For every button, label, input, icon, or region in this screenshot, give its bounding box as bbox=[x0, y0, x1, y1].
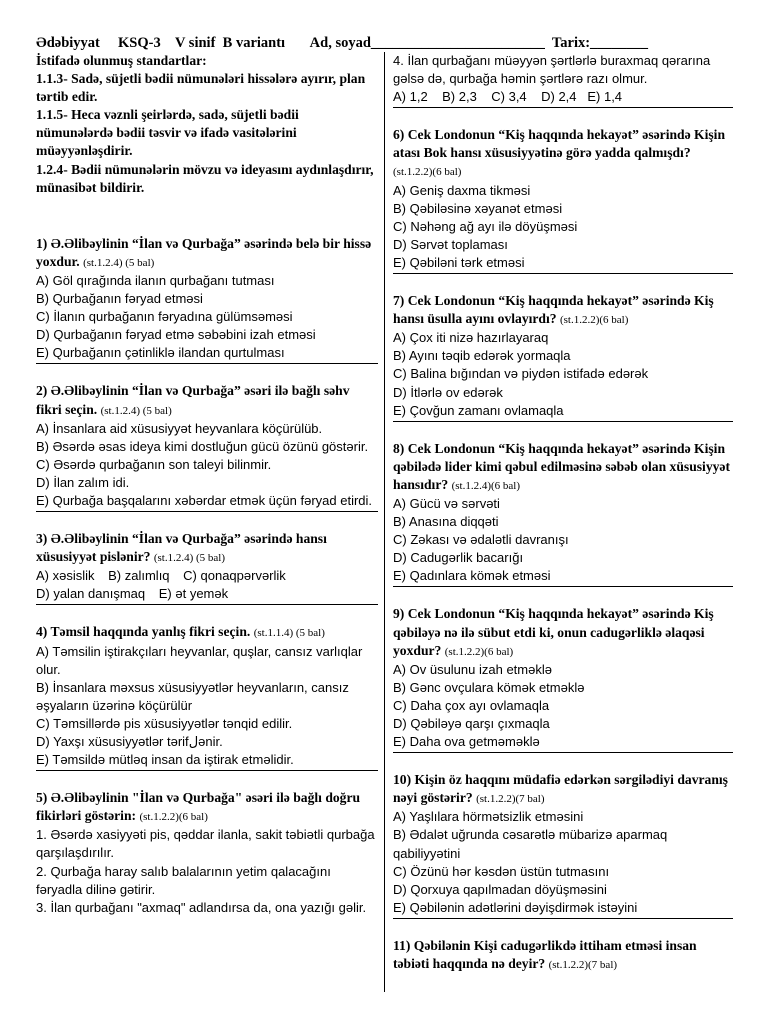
option-c[interactable]: C) qonaqpərvərlik bbox=[183, 568, 286, 584]
option-a[interactable]: A) Çox iti nizə hazırlayaraq bbox=[393, 330, 549, 346]
option-b[interactable]: B) İnsanlara məxsus xüsusiyyətlər heyvanların, cansız əşyaların üzərinə köçürülür bbox=[36, 679, 349, 713]
option-b[interactable]: B) zalımlıq bbox=[108, 568, 170, 584]
standard-item: 1.1.3- Sadə, süjetli bədii nümunələri hissələrə ayırır, plan tərtib edir. bbox=[36, 71, 366, 105]
question-meta: (st.1.2.4) (5 bal) bbox=[153, 552, 226, 565]
option-b[interactable]: B) Əsərdə əsas ideya kimi dostluğun gücü özünü göstərir. bbox=[36, 438, 369, 454]
option-a[interactable]: A) Ov üsulunu izah etməklə bbox=[393, 661, 552, 677]
question-text: 1) Ə.Əlibəylinin “İlan və Qurbağa” əsərində belə bir hissə yoxdur. bbox=[36, 235, 372, 269]
question-meta: (st.1.2.4) (5 bal) bbox=[83, 256, 155, 269]
option-c[interactable]: C) Təmsillərdə pis xüsusiyyətlər tənqid edilir. bbox=[36, 715, 293, 731]
answer-options[interactable]: A) 1,2 B) 2,3 C) 3,4 D) 2,4 E) 1,4 bbox=[393, 89, 623, 105]
question-meta: (st.1.2.2)(6 bal) bbox=[139, 811, 208, 824]
spacer bbox=[36, 512, 378, 530]
option-c[interactable]: C) Zəkası və ədalətli davranışı bbox=[393, 532, 569, 548]
spacer bbox=[393, 274, 733, 292]
question-meta: (st.1.2.2)(7 bal) bbox=[548, 959, 618, 972]
option-e[interactable]: E) Təmsildə mütləq insan da iştirak etməlidir. bbox=[36, 752, 294, 768]
date-field[interactable]: Tarix:________ bbox=[551, 35, 649, 51]
option-a[interactable]: A) Geniş daxma tikməsi bbox=[393, 182, 531, 198]
question-meta: (st.1.2.4)(6 bal) bbox=[451, 479, 520, 492]
question-10 bbox=[393, 771, 733, 919]
option-c[interactable]: C) Əsərdə qurbağanın son taleyi bilinmir. bbox=[36, 456, 272, 472]
spacer bbox=[393, 919, 733, 937]
option-c[interactable]: C) İlanın qurbağanın fəryadına gülümsəməsi bbox=[36, 309, 293, 325]
spacer bbox=[36, 364, 378, 382]
spacer bbox=[36, 771, 378, 789]
question-text: 11) Qəbilənin Kişi cadugərlikdə ittiham etməsi insan təbiəti haqqında nə deyir? bbox=[393, 937, 697, 972]
test-code: KSQ-3 bbox=[118, 35, 161, 51]
spacer bbox=[393, 753, 733, 771]
question-meta: (st.1.2.2)(6 bal) bbox=[393, 166, 462, 179]
option-e[interactable]: E) Qurbağanın çətinliklə ilandan qurtulması bbox=[36, 345, 285, 361]
question-meta: (st.1.1.4) (5 bal) bbox=[253, 627, 325, 640]
question-text: 9) Cek Londonun “Kiş haqqında hekayət” əsərində Kiş qəbiləyə nə ilə sübut etdi ki, onun cadugərliklə əlaqəsi yoxdur? bbox=[393, 606, 714, 658]
spacer bbox=[393, 422, 733, 440]
option-e[interactable]: E) ət yemək bbox=[158, 586, 229, 602]
question-8 bbox=[393, 440, 733, 588]
worksheet-header bbox=[36, 34, 736, 52]
left-column bbox=[36, 52, 378, 917]
question-4 bbox=[36, 623, 378, 771]
option-b[interactable]: B) Ayını təqib edərək yormaqla bbox=[393, 348, 571, 364]
option-b[interactable]: B) Qəbiləsinə xəyanət etməsi bbox=[393, 200, 563, 216]
standard-item: 1.2.4- Bədii nümunələrin mövzu və ideyasını aydınlaşdırır, münasibət bildirir. bbox=[36, 161, 374, 195]
question-text: 6) Cek Londonun “Kiş haqqında hekayət” əsərində Kişin atası Bok hansı xüsusiyyətinə görə yadda qalmışdı? bbox=[393, 127, 725, 161]
question-text: 5) Ə.Əlibəylinin "İlan və Qurbağa" əsəri ilə bağlı doğru fikirləri göstərin: bbox=[36, 790, 361, 824]
question-text: 8) Cek Londonun “Kiş haqqında hekayət” əsərində Kişin qəbilədə lider kimi qəbul edilməsinə səbəb olan xüsusiyyət hansıdır? bbox=[393, 440, 730, 492]
option-b[interactable]: B) Ədalət uğrunda cəsarətlə mübarizə aparmaq qabiliyyətini bbox=[393, 827, 668, 861]
option-d[interactable]: D) yalan danışmaq bbox=[36, 586, 146, 602]
statement-item: 1. Əsərdə xasiyyəti pis, qəddar ilanla, sakit təbiətli qurbağa qarşılaşdırılır. bbox=[36, 827, 375, 861]
spacer bbox=[393, 108, 733, 126]
option-d[interactable]: D) İtlərlə ov edərək bbox=[393, 384, 503, 400]
question-text: 4) Təmsil haqqında yanlış fikri seçin. bbox=[36, 624, 251, 640]
options-row bbox=[36, 585, 378, 603]
question-text: 2) Ə.Əlibəylinin “İlan və Qurbağa” əsəri ilə bağlı səhv fikri seçin. bbox=[36, 383, 350, 417]
question-9 bbox=[393, 605, 733, 753]
option-a[interactable]: A) Təmsilin iştirakçıları heyvanlar, quşlar, cansız varlıqlar olur. bbox=[36, 643, 363, 677]
question-meta: (st.1.2.2)(7 bal) bbox=[476, 793, 545, 806]
option-d[interactable]: D) Qorxuya qapılmadan döyüşməsini bbox=[393, 881, 607, 897]
option-e[interactable]: E) Daha ova getməməklə bbox=[393, 734, 540, 750]
option-a[interactable]: A) xəsislik bbox=[36, 568, 95, 584]
spacer bbox=[36, 605, 378, 623]
option-c[interactable]: C) Daha çox ayı ovlamaqla bbox=[393, 697, 550, 713]
option-b[interactable]: B) Qurbağanın fəryad etməsi bbox=[36, 291, 203, 307]
option-b[interactable]: B) Gənc ovçulara kömək etməklə bbox=[393, 679, 585, 695]
question-text: 10) Kişin öz haqqını müdafiə edərkən sərgilədiyi davranış nəyi göstərir? bbox=[393, 772, 728, 806]
question-meta: (st.1.2.2)(6 bal) bbox=[444, 645, 514, 658]
option-a[interactable]: A) İnsanlara aid xüsusiyyət heyvanlara köçürülüb. bbox=[36, 420, 323, 436]
option-e[interactable]: E) Qurbağa başqalarını xəbərdar etmək üçün fəryad etirdi. bbox=[36, 492, 373, 508]
statement-item: 2. Qurbağa haray salıb balalarının yetim qalacağını fəryadla dilinə gətirir. bbox=[36, 863, 331, 897]
question-6 bbox=[393, 126, 733, 274]
spacer bbox=[393, 587, 733, 605]
options-row bbox=[36, 567, 378, 585]
subject-label: Ədəbiyyat bbox=[36, 35, 100, 51]
name-field[interactable]: Ad, soyad________________________ bbox=[309, 35, 545, 51]
question-meta: (st.1.2.2)(6 bal) bbox=[559, 314, 629, 327]
column-divider bbox=[384, 52, 385, 992]
option-e[interactable]: E) Qadınlara kömək etməsi bbox=[393, 568, 551, 584]
standard-item: 1.1.5- Heca vəznli şeirlərdə, sadə, süjetli bədii nümunələrdə bədii təsvir və ifadə vasitələrini müəyyənləşdirir. bbox=[36, 107, 299, 159]
option-e[interactable]: E) Qəbilənin adətlərini dəyişdirmək istəyini bbox=[393, 899, 638, 915]
statement-item: 3. İlan qurbağanı "axmaq" adlandırsa da, ona yazığı gəlir. bbox=[36, 899, 367, 915]
option-c[interactable]: C) Nəhəng ağ ayı ilə döyüşməsi bbox=[393, 218, 578, 234]
option-c[interactable]: C) Balina bığından və piydən istifadə edərək bbox=[393, 366, 649, 382]
option-e[interactable]: E) Çovğun zamanı ovlamaqla bbox=[393, 402, 564, 418]
option-d[interactable]: D) Yaxşı xüsusiyyətlər tərifلənir. bbox=[36, 734, 223, 749]
question-11 bbox=[393, 937, 733, 974]
option-a[interactable]: A) Gücü və sərvəti bbox=[393, 495, 500, 511]
grade-label: V sinif bbox=[174, 35, 216, 51]
question-text: 3) Ə.Əlibəylinin “İlan və Qurbağa” əsərində hansı xüsusiyyət pislənir? bbox=[36, 531, 327, 565]
question-5 bbox=[36, 789, 378, 917]
question-5-continued bbox=[393, 52, 733, 108]
statement-item: 4. İlan qurbağanı müəyyən şərtlərlə buraxmaq qərarına gəlsə də, qurbağa həmin şərtlərə razı olmur. bbox=[393, 53, 711, 87]
option-d[interactable]: D) Qəbiləyə qarşı çıxmaqla bbox=[393, 716, 550, 731]
option-d[interactable]: D) Qurbağanın fəryad etmə səbəbini izah etməsi bbox=[36, 327, 316, 343]
standards-title: İstifadə olunmuş standartlar: bbox=[36, 53, 207, 68]
variant-label: B variantı bbox=[222, 35, 286, 51]
question-3 bbox=[36, 530, 378, 605]
option-c[interactable]: C) Özünü hər kəsdən üstün tutmasını bbox=[393, 863, 610, 879]
option-a[interactable]: A) Yaşlılara hörmətsizlik etməsini bbox=[393, 809, 584, 825]
option-e[interactable]: E) Qəbiləni tərk etməsi bbox=[393, 254, 525, 270]
option-a[interactable]: A) Göl qırağında ilanın qurbağanı tutması bbox=[36, 272, 275, 288]
option-d[interactable]: D) Cadugərlik bacarığı bbox=[393, 550, 524, 566]
option-b[interactable]: B) Anasına diqqəti bbox=[393, 514, 499, 530]
question-text: 7) Cek Londonun “Kiş haqqında hekayət” əsərində Kiş hansı üsulla ayını ovlayırdı? bbox=[393, 293, 714, 327]
question-meta: (st.1.2.4) (5 bal) bbox=[100, 404, 172, 417]
question-2 bbox=[36, 382, 378, 512]
option-d[interactable]: D) Sərvət toplaması bbox=[393, 236, 508, 252]
question-1 bbox=[36, 235, 378, 365]
option-d[interactable]: D) İlan zalım idi. bbox=[36, 474, 130, 490]
question-7 bbox=[393, 292, 733, 422]
right-column bbox=[393, 52, 733, 974]
